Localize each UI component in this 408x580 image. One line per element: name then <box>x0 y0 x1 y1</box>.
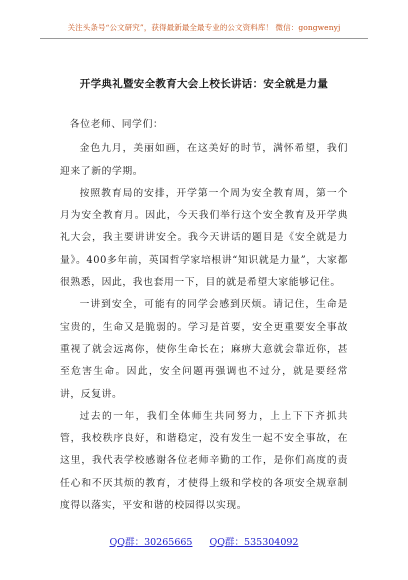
paragraph-3: 一讲到安全，可能有的同学会感到厌烦。请记住，生命是宝贵的，生命又是脆弱的。学习是首要，安全更重要安全事故重视了就会远离你，使你生命长在；麻痹大意就会靠近你，甚至危害生命。因此，安全问题再强调也不过分，就是要经常讲，反复讲。 <box>60 299 348 400</box>
footer-contacts <box>0 534 408 548</box>
qq-group-1: QQ群：30265665 <box>109 537 193 548</box>
paragraph-2: 按照教育局的安排，开学第一个周为安全教育周，第一个月为安全教育月。因此，今天我们举行这个安全教育及开学典礼大会，我主要讲讲安全。我今天讲话的题目是《安全就是力量》。400多年前，英国哲学家培根讲“知识就是力量”，大家都很熟悉，因此，我也套用一下，目的就是希望大家能够记住。 <box>60 187 348 289</box>
document-title: 开学典礼暨安全教育大会上校长讲话：安全就是力量 <box>79 78 329 90</box>
document-body <box>60 114 348 517</box>
header-divider <box>40 38 368 39</box>
paragraph-1: 金色九月，美丽如画，在这美好的时节，满怀希望，我们迎来了新的学期。 <box>60 143 348 177</box>
qq-group-2: QQ群：535304092 <box>209 537 299 548</box>
salutation: 各位老师、同学们： <box>69 119 164 130</box>
paragraph-4: 过去的一年，我们全体师生共同努力，上上下下齐抓共管，我校秩序良好，和谐稳定，没有发生一起不安全事故，在这里，我代表学校感谢各位老师辛勤的工作，是你们高度的责任心和不厌其烦的教育，才使得上级和学校的各项安全规章制度得以落实，平安和谐的校园得以实现。 <box>60 410 348 512</box>
header-note: 关注头条号“公文研究”，获得最新最全最专业的公文资料库！ 微信：gongwenyj <box>67 23 341 32</box>
